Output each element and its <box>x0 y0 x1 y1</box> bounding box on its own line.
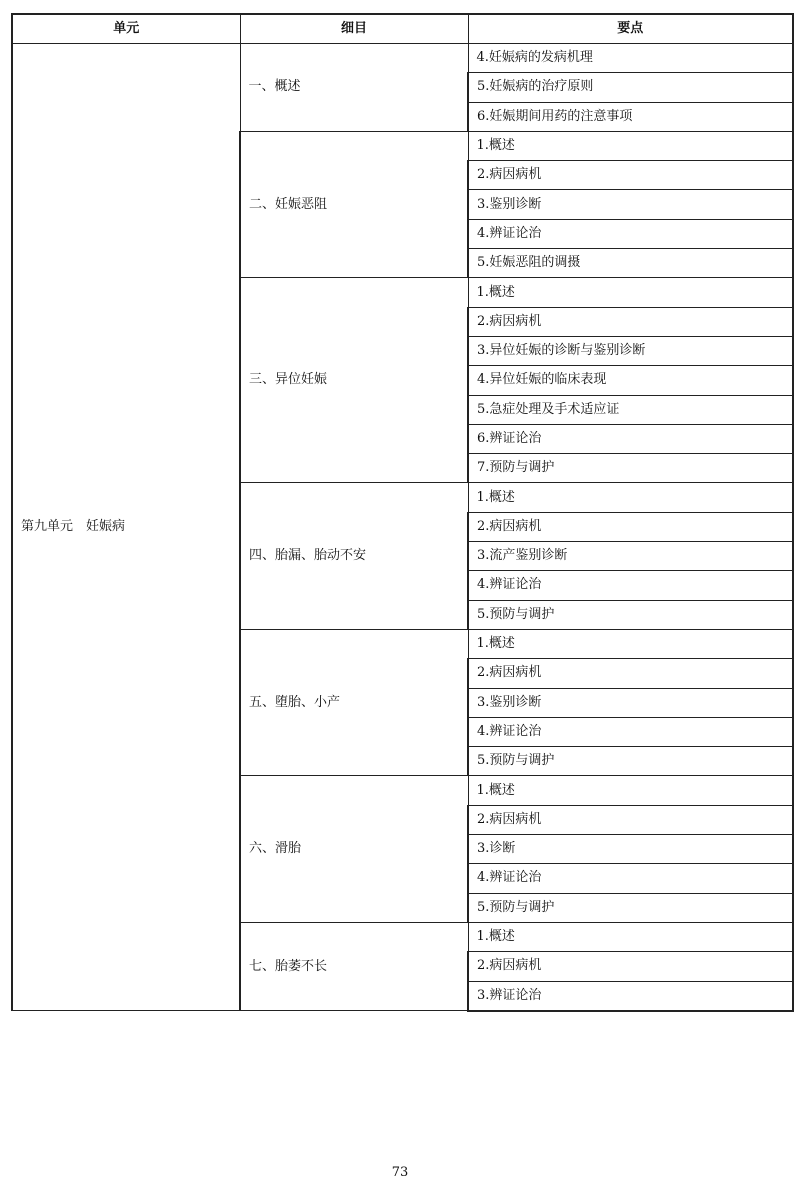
point-cell: 3.辨证论治 <box>468 981 793 1011</box>
point-cell: 5.妊娠病的治疗原则 <box>468 73 793 102</box>
point-cell: 5.急症处理及手术适应证 <box>468 395 793 424</box>
item-cell: 三、异位妊娠 <box>240 278 468 483</box>
point-cell: 5.预防与调护 <box>468 893 793 922</box>
header-point: 要点 <box>468 14 793 44</box>
point-cell: 4.辨证论治 <box>468 717 793 746</box>
point-cell: 4.辨证论治 <box>468 571 793 600</box>
point-cell: 6.辨证论治 <box>468 424 793 453</box>
item-cell: 六、滑胎 <box>240 776 468 922</box>
point-cell: 2.病因病机 <box>468 307 793 336</box>
item-cell: 一、概述 <box>240 44 468 132</box>
point-cell: 4.辨证论治 <box>468 864 793 893</box>
point-cell: 1.概述 <box>468 131 793 160</box>
point-cell: 1.概述 <box>468 483 793 512</box>
point-cell: 7.预防与调护 <box>468 454 793 483</box>
item-cell: 七、胎萎不长 <box>240 922 468 1010</box>
point-cell: 3.异位妊娠的诊断与鉴别诊断 <box>468 336 793 365</box>
point-cell: 4.妊娠病的发病机理 <box>468 44 793 73</box>
point-cell: 3.鉴别诊断 <box>468 190 793 219</box>
point-cell: 3.流产鉴别诊断 <box>468 542 793 571</box>
point-cell: 5.预防与调护 <box>468 747 793 776</box>
point-cell: 2.病因病机 <box>468 805 793 834</box>
point-cell: 1.概述 <box>468 922 793 951</box>
point-cell: 2.病因病机 <box>468 512 793 541</box>
point-cell: 1.概述 <box>468 629 793 658</box>
item-cell: 五、堕胎、小产 <box>240 629 468 775</box>
header-unit: 单元 <box>12 14 240 44</box>
item-cell: 四、胎漏、胎动不安 <box>240 483 468 629</box>
point-cell: 1.概述 <box>468 278 793 307</box>
header-row <box>12 14 793 44</box>
point-cell: 4.异位妊娠的临床表现 <box>468 366 793 395</box>
item-cell: 二、妊娠恶阻 <box>240 131 468 277</box>
table-row <box>12 44 793 73</box>
point-cell: 1.概述 <box>468 776 793 805</box>
point-cell: 3.诊断 <box>468 835 793 864</box>
unit-cell: 第九单元 妊娠病 <box>12 44 240 1011</box>
header-item: 细目 <box>240 14 468 44</box>
point-cell: 2.病因病机 <box>468 952 793 981</box>
point-cell: 6.妊娠期间用药的注意事项 <box>468 102 793 131</box>
page-number: 73 <box>391 1165 409 1180</box>
point-cell: 5.妊娠恶阻的调摄 <box>468 249 793 278</box>
point-cell: 3.鉴别诊断 <box>468 688 793 717</box>
point-cell: 2.病因病机 <box>468 659 793 688</box>
point-cell: 5.预防与调护 <box>468 600 793 629</box>
point-cell: 4.辨证论治 <box>468 219 793 248</box>
point-cell: 2.病因病机 <box>468 161 793 190</box>
syllabus-table <box>11 13 794 1012</box>
